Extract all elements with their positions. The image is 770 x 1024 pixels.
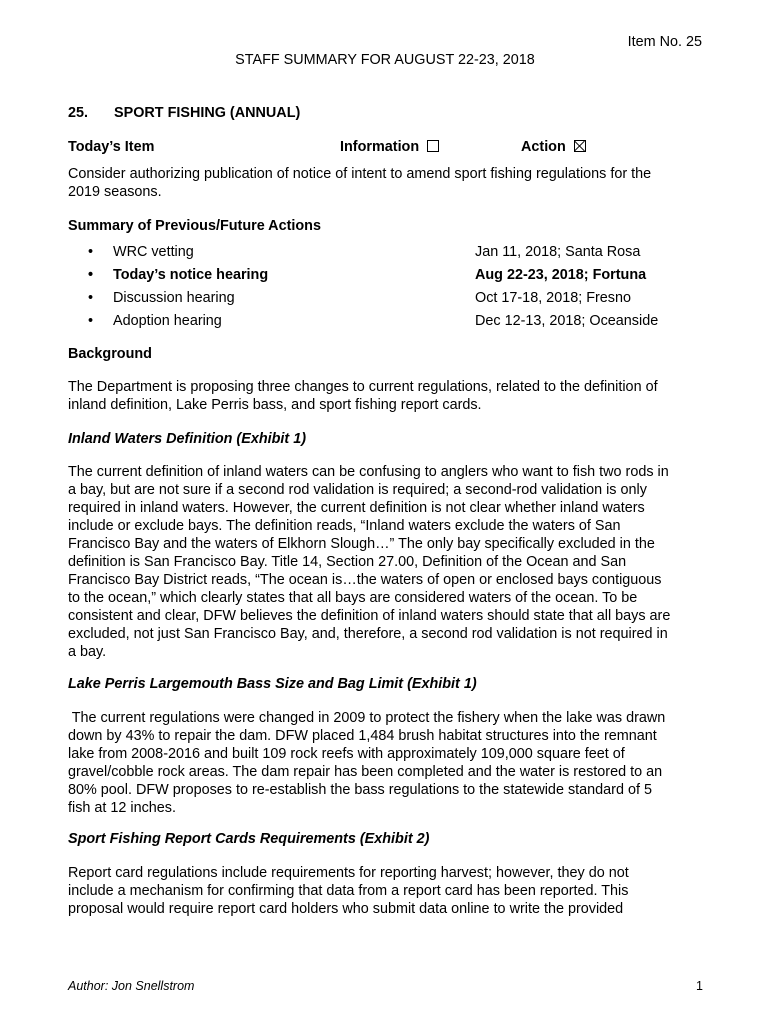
action-row [68, 312, 708, 330]
action-row [68, 243, 708, 261]
action-label: Today’s notice hearing [113, 267, 269, 283]
information-label: Information [340, 139, 420, 155]
text-line: down by 43% to repair the dam. DFW placed 1,484 brush habitat structures into the remnant [68, 728, 657, 744]
text-line: proposal would require report card holders who submit data online to write the provided [68, 901, 624, 917]
inland-paragraph [68, 463, 708, 661]
action-label: Discussion hearing [113, 290, 235, 306]
bullet-icon: • [88, 267, 94, 283]
action-label: Action [521, 139, 566, 155]
text-line: to the ocean,” which clearly states that all bays are considered waters of the ocean. To be [68, 590, 638, 606]
text-line: a bay. [68, 644, 107, 660]
information-option [340, 138, 439, 156]
todays-item-label: Today’s Item [68, 139, 155, 155]
action-label: WRC vetting [113, 244, 194, 260]
section-title: SPORT FISHING (ANNUAL) [114, 105, 301, 121]
text-line: 80% pool. DFW proposes to re-establish the bass regulations to the statewide standard of 5 [68, 782, 652, 798]
text-line: excluded, not just San Francisco Bay, and, therefore, a second rod validation is not required in [68, 626, 668, 642]
section-number: 25. [68, 105, 89, 121]
action-option [521, 138, 586, 156]
text-line: definition is San Francisco Bay. Title 14, Section 27.00, Definition of the Ocean and San [68, 554, 627, 570]
text-line: include or exclude bays. The definition reads, “Inland waters exclude the waters of San [68, 518, 621, 534]
background-heading: Background [68, 346, 152, 362]
report-cards-heading: Sport Fishing Report Cards Requirements (Exhibit 2) [68, 831, 430, 847]
perris-heading: Lake Perris Largemouth Bass Size and Bag Limit (Exhibit 1) [68, 676, 477, 692]
action-date: Aug 22-23, 2018; Fortuna [475, 267, 647, 283]
text-line: The current definition of inland waters can be confusing to anglers who want to fish two rods in [68, 464, 669, 480]
information-checkbox[interactable] [427, 140, 439, 152]
action-row [68, 289, 708, 307]
actions-heading: Summary of Previous/Future Actions [68, 218, 321, 234]
text-line: Francisco Bay District reads, “The ocean is…the waters of open or enclosed bays contiguous [68, 572, 662, 588]
text-line: include a mechanism for confirming that data from a report card has been reported. This [68, 883, 629, 899]
action-date: Dec 12-13, 2018; Oceanside [475, 313, 659, 329]
perris-paragraph [68, 709, 708, 817]
text-line: consistent and clear, DFW believes the definition of inland waters should state that all bays are [68, 608, 671, 624]
text-line: 2019 seasons. [68, 184, 162, 200]
intro-paragraph [68, 165, 708, 201]
text-line: a bay, but are not sure if a second rod validation is required; a second-rod validation is only [68, 482, 647, 498]
text-line: Consider authorizing publication of notice of intent to amend sport fishing regulations for the [68, 166, 652, 182]
text-line: fish at 12 inches. [68, 800, 176, 816]
inland-heading: Inland Waters Definition (Exhibit 1) [68, 431, 306, 447]
footer-author: Author: Jon Snellstrom [68, 979, 195, 993]
text-line: Report card regulations include requirements for reporting harvest; however, they do not [68, 865, 629, 881]
action-label: Adoption hearing [113, 313, 222, 329]
bullet-icon: • [88, 313, 94, 329]
text-line: gravel/cobble rock areas. The dam repair has been completed and the water is restored to an [68, 764, 663, 780]
text-line: inland definition, Lake Perris bass, and sport fishing report cards. [68, 397, 482, 413]
text-line: Francisco Bay and the waters of Elkhorn Slough…” The only bay specifically excluded in the [68, 536, 655, 552]
text-line: The Department is proposing three changes to current regulations, related to the definition of [68, 379, 658, 395]
item-number: Item No. 25 [627, 34, 702, 50]
bullet-icon: • [88, 290, 94, 306]
action-checkbox[interactable] [574, 140, 586, 152]
report-cards-paragraph [68, 864, 708, 918]
text-line: required in inland waters. However, the current definition is not clear whether inland waters [68, 500, 645, 516]
staff-summary-title: STAFF SUMMARY FOR AUGUST 22-23, 2018 [235, 52, 535, 68]
background-paragraph [68, 378, 708, 414]
action-date: Oct 17-18, 2018; Fresno [475, 290, 631, 306]
page-number: 1 [696, 979, 703, 993]
action-row [68, 266, 708, 284]
action-date: Jan 11, 2018; Santa Rosa [475, 244, 641, 260]
text-line: lake from 2008-2016 and built 109 rock reefs with approximately 109,000 square feet of [68, 746, 625, 762]
text-line: The current regulations were changed in 2009 to protect the fishery when the lake was drawn [68, 710, 666, 726]
bullet-icon: • [88, 244, 94, 260]
